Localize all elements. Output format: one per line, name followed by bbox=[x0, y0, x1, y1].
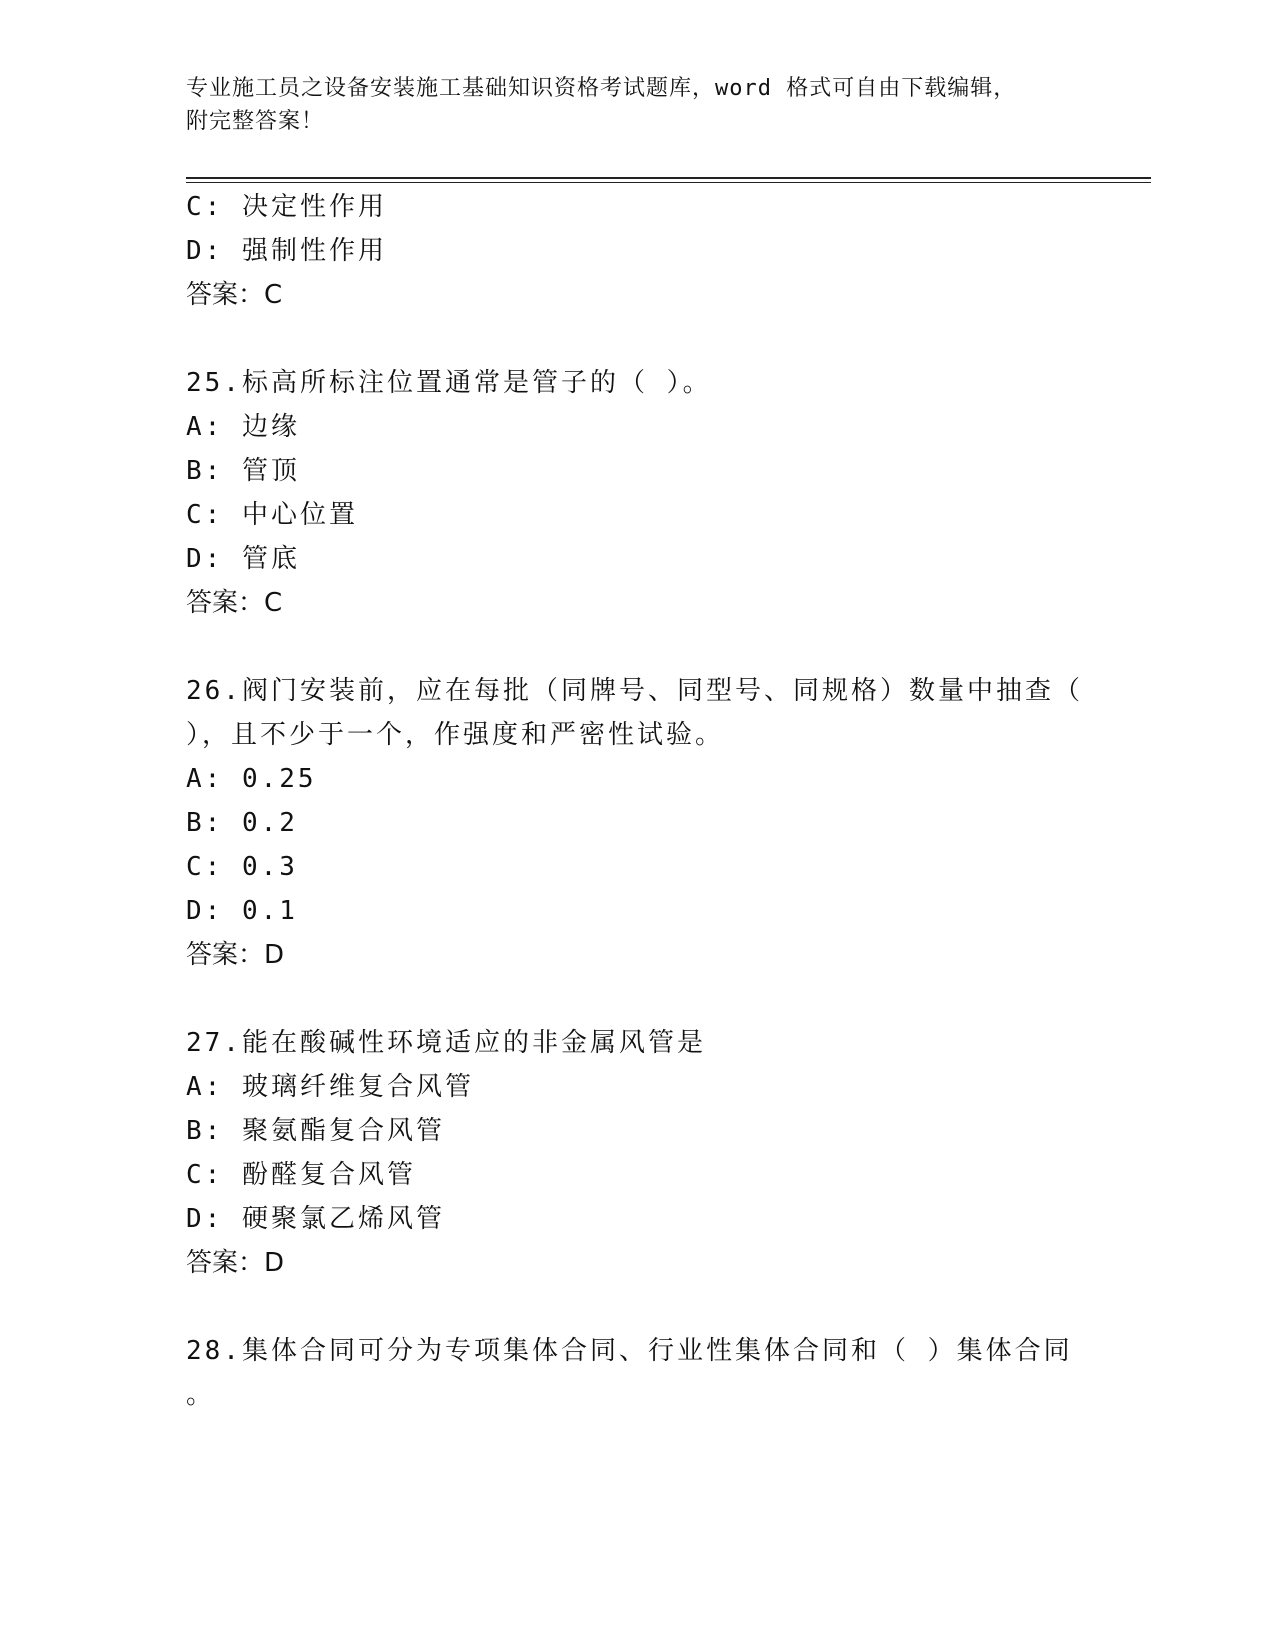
q26-option-b: B: 0.2 bbox=[186, 808, 298, 838]
q27-question: 27.能在酸碱性环境适应的非金属风管是 bbox=[186, 1028, 706, 1058]
header-line-1: 专业施工员之设备安装施工基础知识资格考试题库，word 格式可自由下载编辑， bbox=[186, 76, 1017, 101]
q25-option-d: D: 管底 bbox=[186, 544, 300, 574]
q24-answer: 答案：C bbox=[186, 280, 283, 310]
q25-option-b: B: 管顶 bbox=[186, 456, 300, 486]
q24-option-d: D: 强制性作用 bbox=[186, 236, 387, 266]
q27-option-d: D: 硬聚氯乙烯风管 bbox=[186, 1204, 445, 1234]
q27-option-a: A: 玻璃纤维复合风管 bbox=[186, 1072, 474, 1102]
q26-question-line-1: 26.阀门安装前，应在每批（同牌号、同型号、同规格）数量中抽查（ bbox=[186, 676, 1083, 706]
q25-option-c: C: 中心位置 bbox=[186, 500, 358, 530]
q26-question-line-2: ），且不少于一个，作强度和严密性试验。 bbox=[186, 720, 725, 750]
header-divider-thick bbox=[186, 177, 1151, 179]
header-line-2: 附完整答案！ bbox=[186, 109, 325, 134]
q26-option-a: A: 0.25 bbox=[186, 764, 317, 794]
q26-option-c: C: 0.3 bbox=[186, 852, 298, 882]
q28-question-line-2: 。 bbox=[186, 1380, 216, 1410]
q27-option-c: C: 酚醛复合风管 bbox=[186, 1160, 416, 1190]
q25-answer: 答案：C bbox=[186, 588, 283, 618]
q27-answer: 答案：D bbox=[186, 1248, 285, 1278]
q25-question: 25.标高所标注位置通常是管子的（ ）。 bbox=[186, 368, 712, 398]
q28-question-line-1: 28.集体合同可分为专项集体合同、行业性集体合同和（ ）集体合同 bbox=[186, 1336, 1073, 1366]
q26-option-d: D: 0.1 bbox=[186, 896, 298, 926]
document-header bbox=[186, 72, 1086, 138]
q27-option-b: B: 聚氨酯复合风管 bbox=[186, 1116, 445, 1146]
q24-option-c: C: 决定性作用 bbox=[186, 192, 387, 222]
q25-option-a: A: 边缘 bbox=[186, 412, 300, 442]
q26-answer: 答案：D bbox=[186, 940, 285, 970]
header-divider-thin bbox=[186, 182, 1151, 183]
